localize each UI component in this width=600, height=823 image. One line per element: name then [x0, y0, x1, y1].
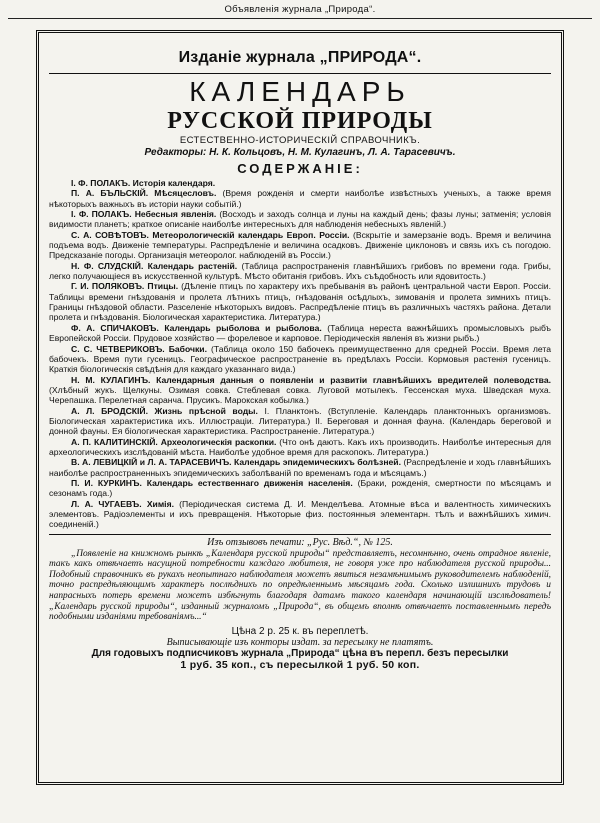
review-source: Изъ отзывовъ печати: „Рус. Вѣд.“, № 125. [207, 536, 393, 548]
title-calendar: КАЛЕНДАРЬ [189, 76, 411, 107]
subtitle: ЕСТЕСТВЕННО-ИСТОРИЧЕСКІЙ СПРАВОЧНИКЪ. [179, 135, 421, 146]
contents-entry: І. Ф. ПОЛАКЪ. Исторія календаря. [71, 178, 216, 188]
contents-entry: С. А. СОВѢТОВЪ. Метеорологическій календарь Европ. Россіи. (Вскрытіе и замерзаніе водъ. Время и величина подъема водъ. Движеніе температуры. Распредѣленіе и величина осадковъ. Движеніе циклоновъ и связь ихъ съ погодою. Предсказаніе погоды. Организація метеоролог. наблюденій въ Россіи.) [49, 229, 552, 261]
contents-entry: Н. Ф. СЛУДСКІЙ. Календарь растеній. (Таблица распространенія главнѣйшихъ грибовъ по времени года. Грибы, легко получающіеся въ искусственной культурѣ. Мѣсто обитанія грибовъ. Ихъ съѣдобность или ядовитость.) [49, 260, 552, 282]
review-quote: „Появленіе на книжномъ рынкѣ „Календаря русской природы“ представляетъ, несомнѣнно, очень отрадное явленіе, такъ какъ отвѣчаетъ насущной потребности каждаго любителя, не говоря уже про наблюдателя русской природы... Подобный справочникъ въ рукахъ неопытнаго наблюдателя можетъ явиться незамѣнимымъ руководителемъ наблюденій, точно распредѣляющимъ характеръ послѣднихъ по опредѣленнымъ мѣсяцамъ года. Сколько излишнихъ трудовъ и напрасныхъ потерь времени можетъ избѣгнуть благодаря датамъ такого календаря начинающій изслѣдователь! „Календарь русской природы“, изданный журналомъ „Природа“, въ общемъ вполнѣ отвѣчаетъ поставленнымъ передъ подобными изданіями требованіямъ...“ [49, 548, 551, 623]
advertisement-frame [36, 30, 564, 785]
header-rule [8, 18, 592, 19]
publisher-line: Изданіе журнала „ПРИРОДА“. [178, 49, 422, 66]
contents-entry: Л. А. ЧУГАЕВЪ. Химія. (Періодическая система Д. И. Менделѣева. Атомные вѣса и валентность химическихъ элементовъ. Радіоэлементы и ихъ превращенія. Нѣкоторые физ. постоянныя элементарн. тѣлъ и важнѣйшихъ химич. соединеній.) [49, 498, 551, 530]
title-russian-nature: РУССКОЙ ПРИРОДЫ [167, 108, 433, 134]
contents-entry: П. А. БЪЛЬСКІЙ. Мѣсяцесловъ. (Время рожденія и смерти наиболѣе извѣстныхъ ученыхъ, а также время нѣкоторыхъ важныхъ въ исторіи науки событій.) [49, 188, 552, 209]
review-separator [49, 534, 551, 535]
publisher-rule [49, 73, 551, 74]
contents-entry: С. С. ЧЕТВЕРИКОВЪ. Бабочки. (Таблица около 150 бабочекъ преимущественно для средней Россіи. Время лета бабочекъ. Время пути гусеницъ. Географическое распространеніе въ предѣлахъ Россіи. Кормовыя растенія гусеницъ. Краткія біологическія свѣдѣнія для каждаго указаннаго вида.) [49, 343, 551, 375]
contents-entry: А. П. КАЛИТИНСКІЙ. Археологическія раскопки. (Что онѣ даютъ. Какъ ихъ производить. Наиболѣе интересныя для археологическихъ изслѣдованій мѣста. Наиболѣе удобное время для раскопокъ. Литература.) [49, 436, 551, 457]
subscriber-price: 1 руб. 35 коп., съ пересылкой 1 руб. 50 коп. [180, 658, 420, 671]
advertisement-body [49, 41, 551, 776]
contents-entry: А. Л. БРОДСКІЙ. Жизнь прѣсной воды. I. Планктонъ. (Вступленіе. Календарь планктонныхъ организмовъ. Біологическая характеристика ихъ. Иллюстраціи. Литература.) II. Береговая и донная фауна. (Календарь береговой и донной фауны. Ея біологическая характеристика. Распространеніе. Литература.) [49, 405, 552, 437]
contents-entry: Ф. А. СПИЧАКОВЪ. Календарь рыболова и рыболова. (Таблица нереста важнѣйшихъ промысловыхъ рыбъ Европейской Россіи. Прудовое хозяйство — форелевое и карповое. Періодическія явленія въ жизни рыбъ.) [49, 322, 552, 344]
editors-line: Редакторы: Н. К. Кольцовъ, Н. М. Кулагинъ, Л. А. Тарасевичъ. [144, 147, 456, 158]
contents-heading: СОДЕРЖАНІЕ: [237, 161, 363, 176]
contents-entry: Г. И. ПОЛЯКОВЪ. Птицы. (Дѣленіе птицъ по характеру ихъ пребыванія въ районѣ центральной части Европ. Россіи. Таблицы времени гнѣздованія и пролета лѣтнихъ птицъ, гнѣздованія осѣдлыхъ, зимованія и пролета зимнихъ птицъ. Границы гнѣздовой области. Разселеніе нѣкоторыхъ видовъ. Распредѣленіе птицъ въ различныхъ частяхъ района. Детали пролета и гнѣздованія. Біологическая характеристика. Литература.) [49, 281, 551, 323]
subscriber-line: Для годовыхъ подписчиковъ журнала „Природа“ цѣна въ перепл. безъ пересылки [91, 647, 509, 659]
table-of-contents [49, 178, 551, 530]
contents-entry: Н. М. КУЛАГИНЪ. Календарныя данныя о появленіи и развитіи главнѣйшихъ вредителей полеводства. (Хлѣбный жукъ. Щелкуны. Озимая совка. Стеблевая совка. Луговой мотылекъ. Гессенская муха. Шведская муха. Черепашка. Перелетная саранча. Прусикъ. Марокская кобылка.) [49, 374, 551, 406]
contents-entry: І. Ф. ПОЛАКЪ. Небесныя явленія. (Восходъ и заходъ солнца и луны на каждый день; фазы луны; затменія; условія видимости планетъ; краткое описаніе наиболѣе интересныхъ для наблюденія небесныхъ явленій.) [49, 209, 552, 230]
contents-entry: В. А. ЛЕВИЦКІЙ и Л. А. ТАРАСЕВИЧЪ. Календарь эпидемическихъ болѣзней. (Распредѣленіе и ходъ главнѣйшихъ наиболѣе распространенныхъ эпидемическихъ заболѣваній по временамъ года и мѣсяцамъ.) [49, 457, 551, 478]
contents-entry: П. И. КУРКИНЪ. Календарь естественнаго движенія населенія. (Браки, рожденія, смертности по мѣсяцамъ и сезонамъ года.) [49, 477, 552, 499]
price-line: Цѣна 2 р. 25 к. въ переплетѣ. [231, 625, 369, 637]
mail-note: Выписывающіе изъ конторы издат. за пересылку не платятъ. [166, 636, 434, 648]
running-head: Объявленія журнала „Природа“. [224, 4, 376, 15]
